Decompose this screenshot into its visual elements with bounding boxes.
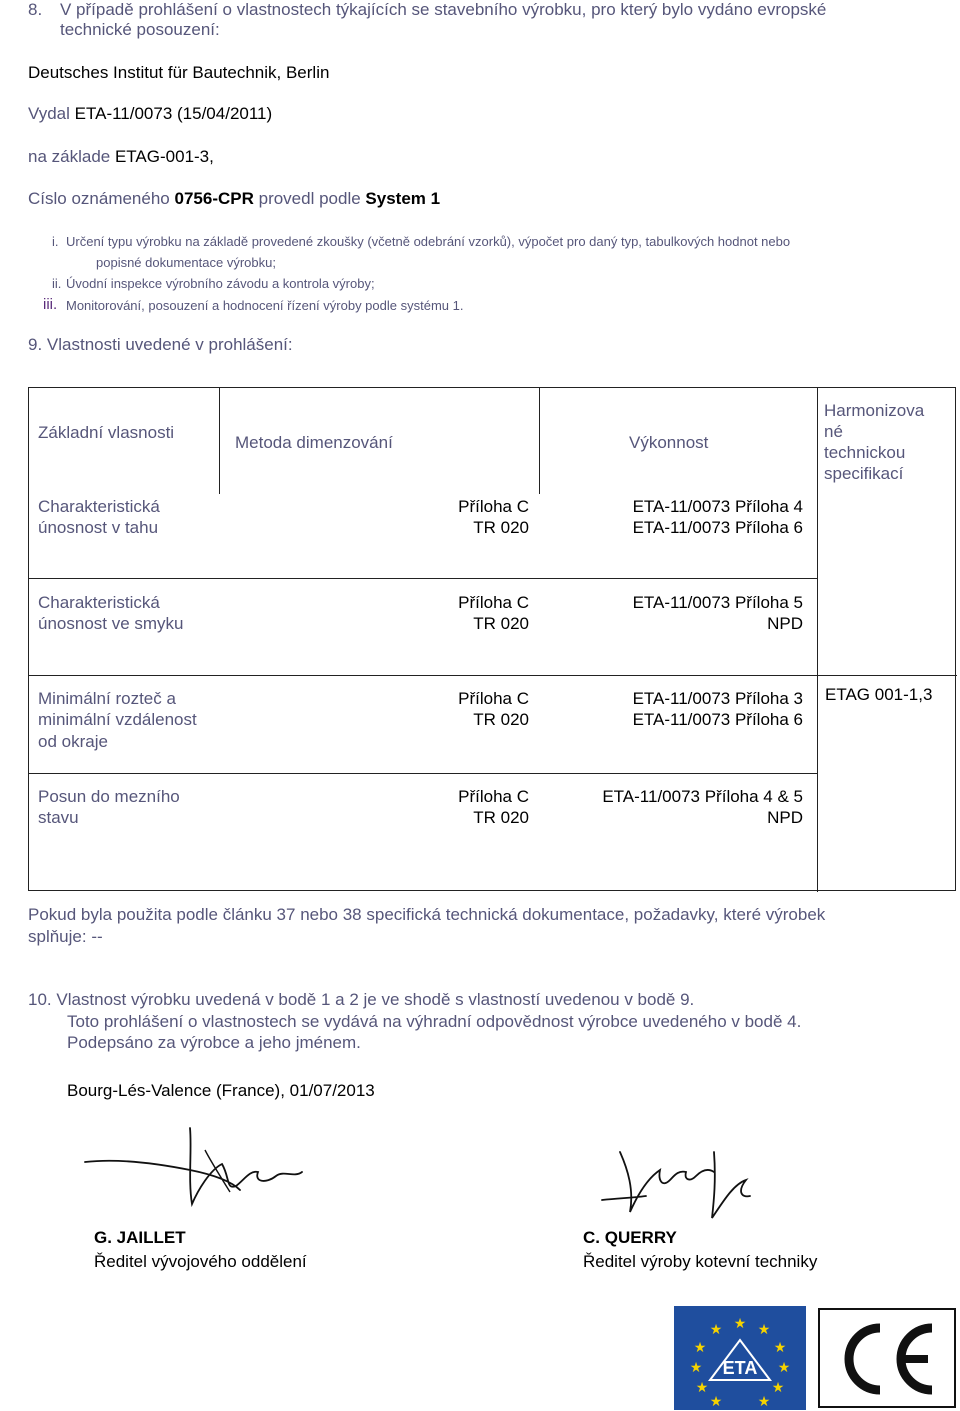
row3-property-line2: minimální vzdálenost xyxy=(38,710,197,729)
header-spec-line4: specifikací xyxy=(824,464,904,483)
row3-performance-line1: ETA-11/0073 Příloha 3 xyxy=(632,689,803,708)
item-i-text: Určení typu výrobku na základě provedené zkoušky (včetně odebrání vzorků), výpočet pro daný typ, tabulkových hodnot nebo xyxy=(66,234,791,249)
svg-text:★: ★ xyxy=(777,1360,791,1376)
row3-method-line1: Příloha C xyxy=(458,689,529,708)
table-divider-h2 xyxy=(29,675,957,676)
eta-logo-text: ETA xyxy=(722,1358,758,1378)
note-line1: Pokud byla použita podle článku 37 nebo 38 specifická technická dokumentace, požadavky, které výrobek xyxy=(28,905,826,924)
item-iii-number: iii. xyxy=(43,296,58,313)
row3-property-line3: od okraje xyxy=(38,732,108,751)
issued-value: ETA-11/0073 (15/04/2011) xyxy=(74,104,273,123)
item-iii-text: Monitorování, posouzení a hodnocení řízení výroby podle systému 1. xyxy=(66,298,464,313)
row4-method-line1: Příloha C xyxy=(458,787,529,806)
header-spec-line1: Harmonizova xyxy=(824,401,925,420)
row3-property-line1: Minimální rozteč a xyxy=(38,689,176,708)
notified-line xyxy=(28,189,440,209)
row2-performance-line1: ETA-11/0073 Příloha 5 xyxy=(632,593,803,612)
section-8-number: 8. xyxy=(28,0,43,19)
svg-text:★: ★ xyxy=(689,1360,703,1376)
row3-method-line2: TR 020 xyxy=(473,710,529,729)
item-i-cont: popisné dokumentace výrobku; xyxy=(96,255,276,270)
spec-value: ETAG 001-1,3 xyxy=(825,685,933,704)
section-10-line2: Toto prohlášení o vlastnostech se vydává na výhradní odpovědnost výrobce uvedeného v bodě 4. xyxy=(67,1012,802,1031)
table-divider-v2 xyxy=(539,388,540,494)
svg-text:★: ★ xyxy=(773,1340,787,1356)
basis-line xyxy=(28,147,214,167)
row4-method-line2: TR 020 xyxy=(473,808,529,827)
section-10-line3: Podepsáno za výrobce a jeho jménem. xyxy=(67,1033,361,1052)
signatory-1-name: G. JAILLET xyxy=(94,1228,186,1247)
row1-method-line2: TR 020 xyxy=(473,518,529,537)
section-10-line1: 10. Vlastnost výrobku uvedená v bodě 1 a 2 je ve shodě s vlastností uvedenou v bodě 9. xyxy=(28,990,695,1009)
svg-text:★: ★ xyxy=(757,1322,771,1338)
row4-performance-line1: ETA-11/0073 Příloha 4 & 5 xyxy=(602,787,803,806)
table-divider-v1 xyxy=(219,388,220,494)
header-performance: Výkonnost xyxy=(629,433,709,452)
svg-text:★: ★ xyxy=(695,1380,709,1396)
row2-property-line1: Charakteristická xyxy=(38,593,160,612)
row4-property-line2: stavu xyxy=(38,808,79,827)
issued-label: Vydal xyxy=(28,104,70,123)
system-value: System 1 xyxy=(365,189,441,208)
row1-performance-line1: ETA-11/0073 Příloha 4 xyxy=(632,497,803,516)
item-ii-text: Úvodní inspekce výrobního závodu a kontrola výroby; xyxy=(66,276,375,291)
row1-property-line2: únosnost v tahu xyxy=(38,518,159,537)
issued-line xyxy=(28,104,272,124)
notified-label: Císlo oznámeného xyxy=(28,189,170,208)
section-9-heading: 9. Vlastnosti uvedené v prohlášení: xyxy=(28,335,293,354)
svg-text:★: ★ xyxy=(771,1380,785,1396)
row4-property-line1: Posun do mezního xyxy=(38,787,180,806)
header-spec-line2: né xyxy=(824,422,843,441)
item-ii-number: ii. xyxy=(52,276,62,291)
eta-logo-graphic xyxy=(674,1306,806,1410)
row2-method-line2: TR 020 xyxy=(473,614,529,633)
row2-property-line2: únosnost ve smyku xyxy=(38,614,184,633)
performed-label: provedl podle xyxy=(258,189,361,208)
table-divider-v3 xyxy=(817,388,818,892)
ce-logo xyxy=(818,1308,956,1408)
eta-logo xyxy=(674,1306,806,1410)
row4-performance-line2: NPD xyxy=(767,808,803,827)
place-date: Bourg-Lés-Valence (France), 01/07/2013 xyxy=(67,1081,375,1100)
properties-table xyxy=(28,387,956,891)
section-8-title-line2: technické posouzení: xyxy=(60,20,220,39)
table-divider-h1 xyxy=(29,578,817,579)
table-divider-h3 xyxy=(29,773,817,774)
svg-text:★: ★ xyxy=(709,1394,723,1410)
notified-value: 0756-CPR xyxy=(174,189,254,208)
item-i-number: i. xyxy=(52,234,59,249)
ce-mark-graphic xyxy=(820,1310,954,1406)
signature-jaillet xyxy=(80,1120,340,1210)
row1-method-line1: Příloha C xyxy=(458,497,529,516)
svg-text:★: ★ xyxy=(757,1394,771,1410)
signature-querry xyxy=(590,1140,840,1220)
signatory-1-title: Ředitel vývojového oddělení xyxy=(94,1252,307,1271)
header-spec-line3: technickou xyxy=(824,443,906,462)
row1-performance-line2: ETA-11/0073 Příloha 6 xyxy=(632,518,803,537)
svg-text:★: ★ xyxy=(733,1316,747,1332)
basis-value: ETAG-001-3, xyxy=(114,147,214,166)
signatory-2-title: Ředitel výroby kotevní techniky xyxy=(583,1252,818,1271)
row2-performance-line2: NPD xyxy=(767,614,803,633)
note-line2: splňuje: -- xyxy=(28,927,103,946)
basis-label: na základe xyxy=(28,147,111,166)
svg-text:★: ★ xyxy=(693,1340,707,1356)
row3-performance-line2: ETA-11/0073 Příloha 6 xyxy=(632,710,803,729)
header-property: Základní vlasnosti xyxy=(38,423,175,442)
row1-property-line1: Charakteristická xyxy=(38,497,160,516)
row2-method-line1: Příloha C xyxy=(458,593,529,612)
signatory-2-name: C. QUERRY xyxy=(583,1228,677,1247)
section-8-title-line1: V případě prohlášení o vlastnostech týkajících se stavebního výrobku, pro který bylo vydáno evropské xyxy=(60,0,827,19)
svg-text:★: ★ xyxy=(709,1322,723,1338)
institute-name: Deutsches Institut für Bautechnik, Berlin xyxy=(28,63,330,82)
header-method: Metoda dimenzování xyxy=(235,433,393,452)
